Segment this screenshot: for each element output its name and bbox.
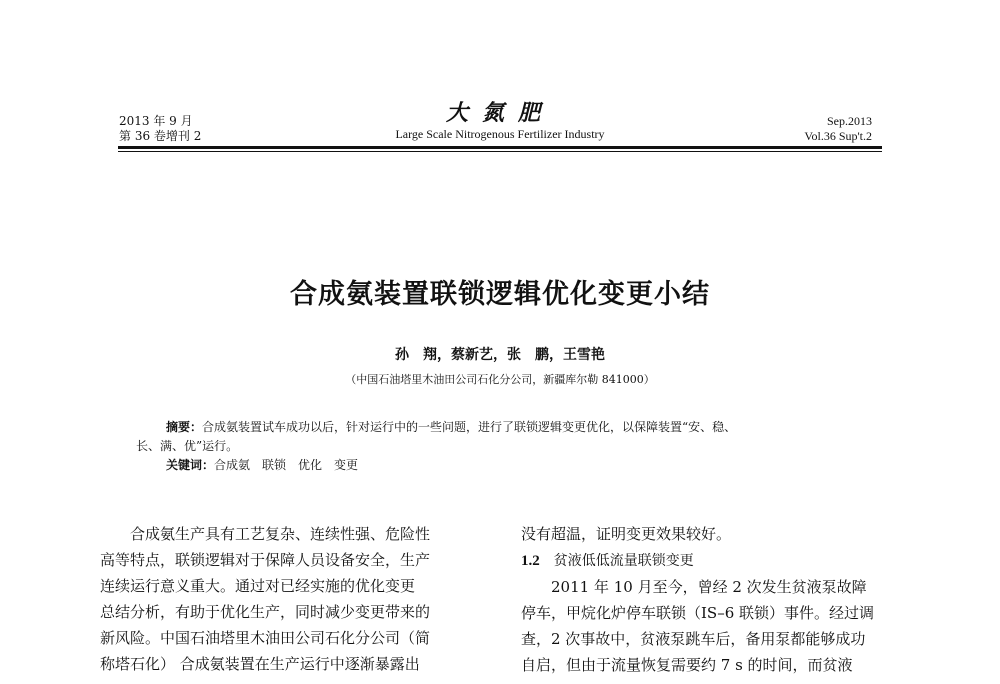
article-title: 合成氨装置联锁逻辑优化变更小结 [290, 279, 710, 310]
body-line: 连续运行意义重大。通过对已经实施的优化变更 [100, 577, 416, 595]
journal-masthead [360, 100, 640, 141]
body-line: 新风险。中国石油塔里木油田公司石化分公司（简 [100, 629, 431, 647]
section-heading [521, 547, 901, 574]
keywords-text: 合成氨 联锁 优化 变更 [214, 458, 359, 472]
abstract-line-2: 长、满、优”运行。 [136, 439, 239, 453]
authors: 孙 翔，蔡新艺，张 鹏，王雪艳 [395, 347, 605, 363]
body-line: 合成氨生产具有工艺复杂、连续性强、危险性 [130, 525, 431, 543]
date-en: Sep.2013 [827, 114, 872, 128]
abstract-text-1: 合成氨装置试车成功以后，针对运行中的一些问题，进行了联锁逻辑变更优化，以保障装置“安、稳、 [202, 420, 737, 434]
volume-cn: 第 36 卷增刊 2 [119, 129, 202, 143]
body-line: 查，2 次事故中，贫液泵跳车后，备用泵都能够成功 [521, 630, 866, 648]
affiliation: （中国石油塔里木油田公司石化分公司，新疆库尔勒 841000） [345, 373, 655, 386]
body-line: 总结分析，有助于优化生产，同时减少变更带来的 [100, 603, 431, 621]
body-line: 停车，甲烷化炉停车联锁（IS–6 联锁）事件。经过调 [521, 604, 875, 622]
date-cn: 2013 年 9 月 [119, 114, 193, 128]
header-rule-thick [118, 146, 882, 149]
keywords [136, 456, 864, 475]
issue-date-en [804, 114, 872, 144]
volume-en: Vol.36 Sup't.2 [804, 129, 872, 143]
body-line: 高等特点，联锁逻辑对于保障人员设备安全，生产 [100, 551, 431, 569]
keywords-label: 关键词： [166, 458, 215, 472]
body-line: 2011 年 10 月至今，曾经 2 次发生贫液泵故障 [551, 578, 867, 596]
section-number: 1.2 [521, 553, 540, 569]
body-column-right [521, 521, 901, 678]
issue-date-cn [119, 114, 201, 144]
body-line: 称塔石化） 合成氨装置在生产运行中逐渐暴露出 [100, 655, 420, 673]
header-rule-thin [118, 151, 882, 152]
section-title: 贫液低低流量联锁变更 [553, 553, 694, 569]
journal-name-en: Large Scale Nitrogenous Fertilizer Industry [395, 127, 605, 141]
body-line: 没有超温，证明变更效果较好。 [521, 525, 732, 543]
journal-logo: 大氮肥 [445, 100, 554, 126]
body-line: 自启，但由于流量恢复需要约 7 s 的时间，而贫液 [521, 656, 853, 674]
abstract-label: 摘要： [166, 420, 203, 434]
abstract [136, 418, 864, 475]
abstract-line-1 [136, 418, 864, 437]
body-column-left [100, 521, 482, 677]
